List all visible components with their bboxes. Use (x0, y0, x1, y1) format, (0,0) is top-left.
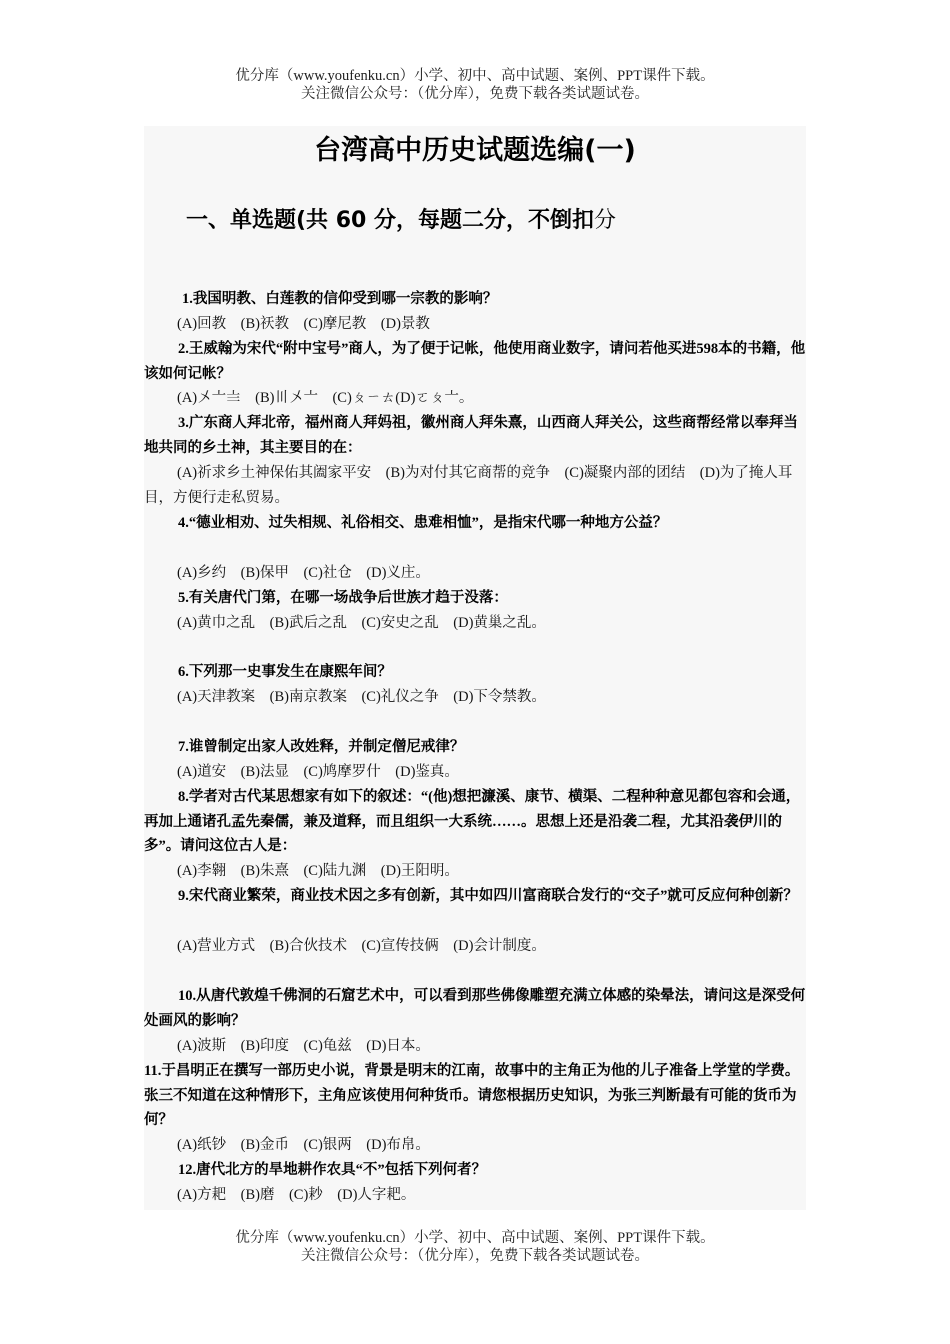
question-3: 3.广东商人拜北帝，福州商人拜妈祖，徽州商人拜朱熹，山西商人拜关公，这些商帮经常以奉拜当地共同的乡土神，其主要目的在： (144, 415, 798, 456)
question-2: 2.王威翰为宋代“附中宝号”商人，为了便于记帐，他使用商业数字，请问若他买进598本的书籍，他该如何记帐？ (144, 341, 806, 382)
question-9: 9.宋代商业繁荣，商业技术因之多有创新，其中如四川富商联合发行的“交子”就可反应何种创新？ (178, 888, 798, 904)
answer-options-4: (A)乡约 (B)保甲 (C)社仓 (D)义庄。 (177, 565, 430, 581)
question-1: 1.我国明教、白莲教的信仰受到哪一宗教的影响？ (182, 291, 498, 307)
answer-options-2: (A)〤〦〨 (B)〣〤〦 (C)ㄆㄧㄊ(D)ㄛㄆ〦。 (177, 390, 474, 406)
question-8: 8.学者对古代某思想家有如下的叙述：“(他)想把濂溪、康节、横渠、二程种种意见都包容和会通，再加上通诸孔孟先秦儒，兼及道释，而且组织一大系统……。思想上还是沿袭二程，尤其沿袭伊川的多”。请问这位古人是： (144, 789, 801, 854)
header-line-1: 优分库（www.youfenku.cn）小学、初中、高中试题、案例、PPT课件下载。 (235, 68, 715, 84)
answer-options-10: (A)波斯 (B)印度 (C)龟兹 (D)日本。 (177, 1038, 430, 1054)
answer-options-5: (A)黄巾之乱 (B)武后之乱 (C)安史之乱 (D)黄巢之乱。 (177, 615, 546, 631)
answer-options-3: (A)祈求乡土神保佑其阖家平安 (B)为对付其它商帮的竞争 (C)凝聚内部的团结 (D)为了掩人耳目，方便行走私贸易。 (144, 465, 793, 506)
question-6: 6.下列那一史事发生在康熙年间？ (178, 664, 392, 680)
answer-options-9: (A)营业方式 (B)合伙技术 (C)宣传技俩 (D)会计制度。 (177, 938, 546, 954)
question-5: 5.有关唐代门第，在哪一场战争后世族才趋于没落： (178, 590, 508, 606)
header-line-2: 关注微信公众号：（优分库），免费下载各类试题试卷。 (301, 86, 649, 102)
answer-options-8: (A)李翱 (B)朱熹 (C)陆九渊 (D)王阳明。 (177, 863, 459, 879)
footer-line-1: 优分库（www.youfenku.cn）小学、初中、高中试题、案例、PPT课件下载。 (235, 1230, 715, 1246)
answer-options-7: (A)道安 (B)法显 (C)鸠摩罗什 (D)鉴真。 (177, 764, 459, 780)
section-heading-main: 一、单选题(共 60 分，每题二分，不倒扣 (186, 208, 594, 233)
answer-options-6: (A)天津教案 (B)南京教案 (C)礼仪之争 (D)下令禁教。 (177, 689, 546, 705)
question-7: 7.谁曾制定出家人改姓释，并制定僧尼戒律？ (178, 739, 465, 755)
page-header (0, 67, 950, 103)
question-10: 10.从唐代敦煌千佛洞的石窟艺术中，可以看到那些佛像雕塑充满立体感的染晕法，请问这是深受何处画风的影响？ (144, 988, 806, 1029)
section-heading (186, 204, 616, 238)
question-4: 4.“德业相劝、过失相规、礼俗相交、患难相恤”，是指宋代哪一种地方公益？ (178, 515, 668, 531)
answer-options-12: (A)方耙 (B)磨 (C)耖 (D)人字耙。 (177, 1187, 416, 1203)
answer-options-1: (A)回教 (B)祆教 (C)摩尼教 (D)景教 (177, 316, 430, 332)
question-11: 11.于昌明正在撰写一部历史小说，背景是明末的江南，故事中的主角正为他的儿子准备上学堂的学费。张三不知道在这种情形下，主角应该使用何种货币。请您根据历史知识，为张三判断最有可能的货币为何？ (144, 1063, 800, 1128)
footer-line-2: 关注微信公众号：（优分库），免费下载各类试题试卷。 (301, 1248, 649, 1264)
answer-options-11: (A)纸钞 (B)金币 (C)银两 (D)布帛。 (177, 1137, 430, 1153)
page-footer (0, 1229, 950, 1265)
question-12: 12.唐代北方的旱地耕作农具“不”包括下列何者？ (178, 1162, 487, 1178)
page-title: 台湾高中历史试题选编(一) (314, 135, 636, 166)
section-heading-tail: 分 (594, 208, 617, 233)
